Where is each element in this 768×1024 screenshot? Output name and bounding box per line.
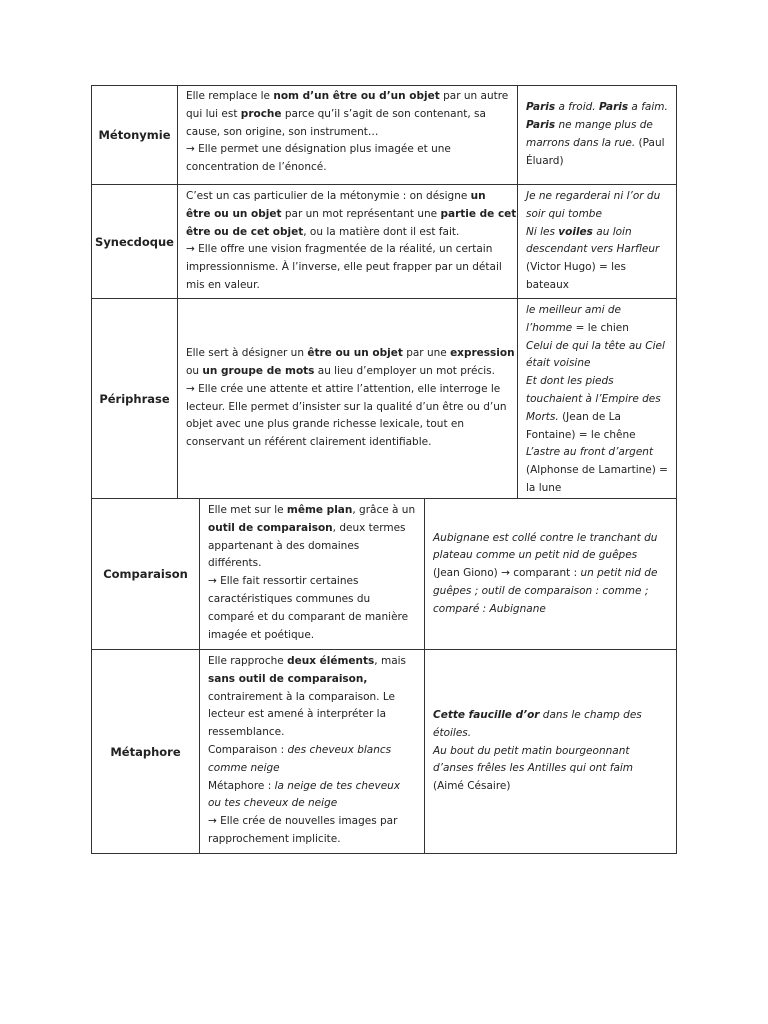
text-run: un <box>470 190 486 202</box>
table-border <box>676 498 677 854</box>
text-run: C’est un cas particulier de la métonymie : on désigne <box>186 190 471 202</box>
text-run: Paris <box>598 101 629 114</box>
text-run: descendant vers Harfleur <box>526 243 660 256</box>
text-run: Aubignane est collé contre le tranchant du <box>433 531 658 544</box>
text-line <box>433 707 671 725</box>
text-run: proche <box>240 107 282 120</box>
text-run: nom d’un être ou d’un objet <box>273 90 440 102</box>
text-run: Comparaison : <box>208 743 288 756</box>
text-run: expression <box>450 347 515 360</box>
text-line <box>526 480 671 498</box>
text-line <box>186 188 512 206</box>
text-run: marrons dans la rue. <box>526 137 636 149</box>
text-line <box>526 355 671 373</box>
text-line <box>526 206 671 224</box>
text-line <box>433 583 671 601</box>
text-line <box>208 538 419 556</box>
text-line <box>186 416 512 434</box>
text-run: comparé et du comparant de manière <box>208 610 409 623</box>
text-line <box>186 206 517 224</box>
text-line <box>208 573 419 591</box>
table-border <box>676 85 677 499</box>
text-run: par un autre <box>439 90 509 102</box>
text-run: outil de comparaison <box>208 521 333 534</box>
text-run: touchaient à l’Empire des <box>526 392 661 405</box>
text-run: imagée et poétique. <box>208 628 315 641</box>
text-run: , mais <box>374 655 407 667</box>
text-line <box>526 320 671 338</box>
text-line <box>208 689 419 707</box>
example-metonymie <box>518 86 676 184</box>
text-run: être ou un objet <box>307 347 403 360</box>
text-run: était voisine <box>526 357 591 370</box>
term-comparaison: Comparaison <box>103 567 188 581</box>
text-line <box>208 671 419 689</box>
text-run: (Aimé Césaire) <box>433 780 511 793</box>
text-run: = le chien <box>572 321 629 334</box>
text-run: au loin <box>592 225 632 238</box>
text-line <box>433 778 671 796</box>
text-run: Ni les <box>526 225 559 238</box>
text-line <box>186 434 512 452</box>
text-line <box>526 427 671 445</box>
text-line <box>186 259 512 277</box>
text-run: guêpes ; outil de comparaison : comme ; <box>433 584 649 597</box>
example-comparaison <box>425 499 676 649</box>
text-line <box>526 224 671 242</box>
text-run: ne mange plus de <box>555 119 653 132</box>
text-run: → Elle offre une vision fragmentée de la réalité, un certain <box>186 243 493 256</box>
term-metonymie: Métonymie <box>98 128 171 142</box>
text-line <box>208 520 419 538</box>
text-run: Je ne regarderai ni l’or du <box>526 190 661 202</box>
text-run: → Elle crée une attente et attire l’attention, elle interroge le <box>186 382 501 395</box>
text-run: (Paul <box>635 137 665 149</box>
text-line <box>208 742 419 760</box>
text-run: (Victor Hugo) = les <box>526 261 626 274</box>
text-line <box>208 778 419 796</box>
text-run: étoiles. <box>433 726 472 739</box>
text-run: qui lui est <box>186 107 241 120</box>
table-border <box>91 853 677 854</box>
text-run: , grâce à un <box>352 504 416 516</box>
text-run: même plan <box>286 504 353 516</box>
text-line <box>526 462 671 480</box>
text-line <box>208 813 419 831</box>
text-run: (Jean de La <box>558 410 621 423</box>
text-line <box>186 159 512 177</box>
term-metaphore: Métaphore <box>110 744 181 759</box>
text-line <box>433 760 671 778</box>
text-line <box>526 373 671 391</box>
text-line <box>208 627 419 645</box>
text-line <box>186 399 512 417</box>
text-run: Elle sert à désigner un <box>186 347 308 360</box>
text-run: Elle remplace le <box>186 90 274 102</box>
text-line <box>526 117 671 135</box>
text-line <box>208 591 419 609</box>
text-run: caractéristiques communes du <box>208 592 371 605</box>
text-line <box>433 743 671 761</box>
text-line <box>186 277 512 295</box>
example-metaphore <box>425 650 676 853</box>
text-run: contrairement à la comparaison. Le <box>208 690 395 703</box>
text-line <box>526 241 671 259</box>
text-line <box>186 381 512 399</box>
text-run: un petit nid de <box>580 567 658 580</box>
text-run: conservant un référent clairement identifiable. <box>186 436 432 449</box>
text-run: sans outil de comparaison, <box>208 672 368 685</box>
text-run: → Elle crée de nouvelles images par <box>208 815 398 828</box>
text-run: impressionnisme. À l’inverse, elle peut frapper par un détail <box>186 261 502 274</box>
text-run: Métaphore : <box>208 779 275 792</box>
text-line <box>208 502 419 520</box>
text-line <box>526 99 671 117</box>
term-synecdoque: Synecdoque <box>95 234 174 249</box>
text-line <box>208 795 419 813</box>
text-run: la lune <box>526 481 562 494</box>
text-run: plateau comme un petit nid de guêpes <box>433 549 638 562</box>
text-line <box>526 259 671 277</box>
text-run: lecteur est amené à interpréter la <box>208 708 387 721</box>
text-line <box>208 760 419 778</box>
text-line <box>526 444 671 462</box>
text-line <box>526 391 671 409</box>
text-run: a froid. <box>555 101 599 114</box>
text-line <box>526 302 671 320</box>
definition-metaphore <box>200 653 424 849</box>
text-line <box>186 141 512 159</box>
text-line <box>186 363 512 381</box>
definition-synecdoque <box>178 188 517 295</box>
text-run: (Alphonse de Lamartine) = <box>526 464 668 477</box>
text-run: ou <box>186 364 203 377</box>
text-line <box>526 338 671 356</box>
text-line <box>526 153 671 171</box>
text-run: concentration de l’énoncé. <box>186 161 327 174</box>
text-run: lecteur. Elle permet d’insister sur la qualité d’un être ou d’un <box>186 400 507 413</box>
example-periphrase <box>518 302 676 498</box>
text-line <box>186 241 512 259</box>
text-run: Au bout du petit matin bourgeonnant <box>433 744 630 757</box>
text-line <box>208 555 419 573</box>
text-line <box>208 706 419 724</box>
row-divider <box>91 184 677 185</box>
text-run: différents. <box>208 557 262 570</box>
term-periphrase: Périphrase <box>99 391 170 406</box>
text-line <box>433 565 671 583</box>
text-line <box>526 135 671 153</box>
text-run: Et dont les pieds <box>526 375 614 388</box>
text-run: mis en valeur. <box>186 278 260 291</box>
text-run: l’homme <box>526 321 573 334</box>
text-run: , ou la matière dont il est fait. <box>303 225 460 238</box>
text-line <box>208 724 419 742</box>
text-run: objet avec une plus grande richesse lexicale, tout en <box>186 418 465 431</box>
text-run: Morts. <box>526 410 559 423</box>
text-run: par un mot représentant une <box>281 207 441 220</box>
text-run: des cheveux blancs <box>287 743 392 756</box>
text-run: être ou un objet <box>186 207 282 220</box>
text-line <box>186 224 512 242</box>
text-line <box>186 124 512 142</box>
text-run: un groupe de mots <box>202 364 315 377</box>
text-line <box>526 409 671 427</box>
text-run: cause, son origine, son instrument… <box>186 125 379 138</box>
text-run: Fontaine) = le chêne <box>526 428 636 441</box>
text-run: comme neige <box>208 761 280 774</box>
text-run: parce qu’il s’agit de son contenant, sa <box>281 107 486 120</box>
text-run: L’astre au front d’argent <box>526 446 654 459</box>
definition-comparaison <box>200 502 424 644</box>
text-run: Elle rapproche <box>208 655 288 667</box>
example-synecdoque <box>518 188 676 295</box>
text-run: Paris <box>526 119 556 132</box>
definition-metonymie <box>178 88 517 177</box>
text-line <box>433 601 671 619</box>
text-line <box>208 609 419 627</box>
text-run: bateaux <box>526 278 569 291</box>
text-line <box>433 547 671 565</box>
text-line <box>526 188 671 206</box>
text-run: soir qui tombe <box>526 207 602 220</box>
text-line <box>186 106 512 124</box>
text-run: ou tes cheveux de neige <box>208 797 338 810</box>
text-line <box>186 345 515 363</box>
text-run: partie de cet <box>440 207 517 220</box>
text-line <box>186 88 512 106</box>
text-run: dans le champ des <box>539 709 642 721</box>
text-run: comparé : Aubignane <box>433 602 546 615</box>
text-run: , deux termes <box>332 521 406 534</box>
text-run: le meilleur ami de <box>526 304 621 316</box>
text-run: Celui de qui la tête au Ciel <box>526 339 665 352</box>
text-line <box>208 831 419 849</box>
text-line <box>526 277 671 295</box>
text-run: Éluard) <box>526 154 564 167</box>
text-run: voiles <box>558 225 593 238</box>
text-run: appartenant à des domaines <box>208 539 360 552</box>
text-run: (Jean Giono) → comparant : <box>433 567 581 580</box>
text-run: par une <box>402 347 451 360</box>
text-line <box>208 653 419 671</box>
text-run: être ou de cet objet <box>186 225 304 238</box>
text-run: Cette faucille d’or <box>433 709 540 721</box>
text-run: a faim. <box>628 101 668 114</box>
text-line <box>433 725 671 743</box>
text-run: au lieu d’employer un mot précis. <box>314 364 495 377</box>
text-run: → Elle fait ressortir certaines <box>208 575 359 588</box>
text-run: deux éléments <box>287 655 375 667</box>
text-run: → Elle permet une désignation plus imagée et une <box>186 143 451 156</box>
text-line <box>433 530 671 548</box>
definition-periphrase <box>178 299 517 498</box>
text-run: la neige de tes cheveux <box>274 779 401 792</box>
text-run: Elle met sur le <box>208 504 287 516</box>
text-run: rapprochement implicite. <box>208 832 341 845</box>
text-run: ressemblance. <box>208 726 285 739</box>
text-run: Paris <box>526 101 556 114</box>
text-run: d’anses frêles les Antilles qui ont faim <box>433 762 634 775</box>
